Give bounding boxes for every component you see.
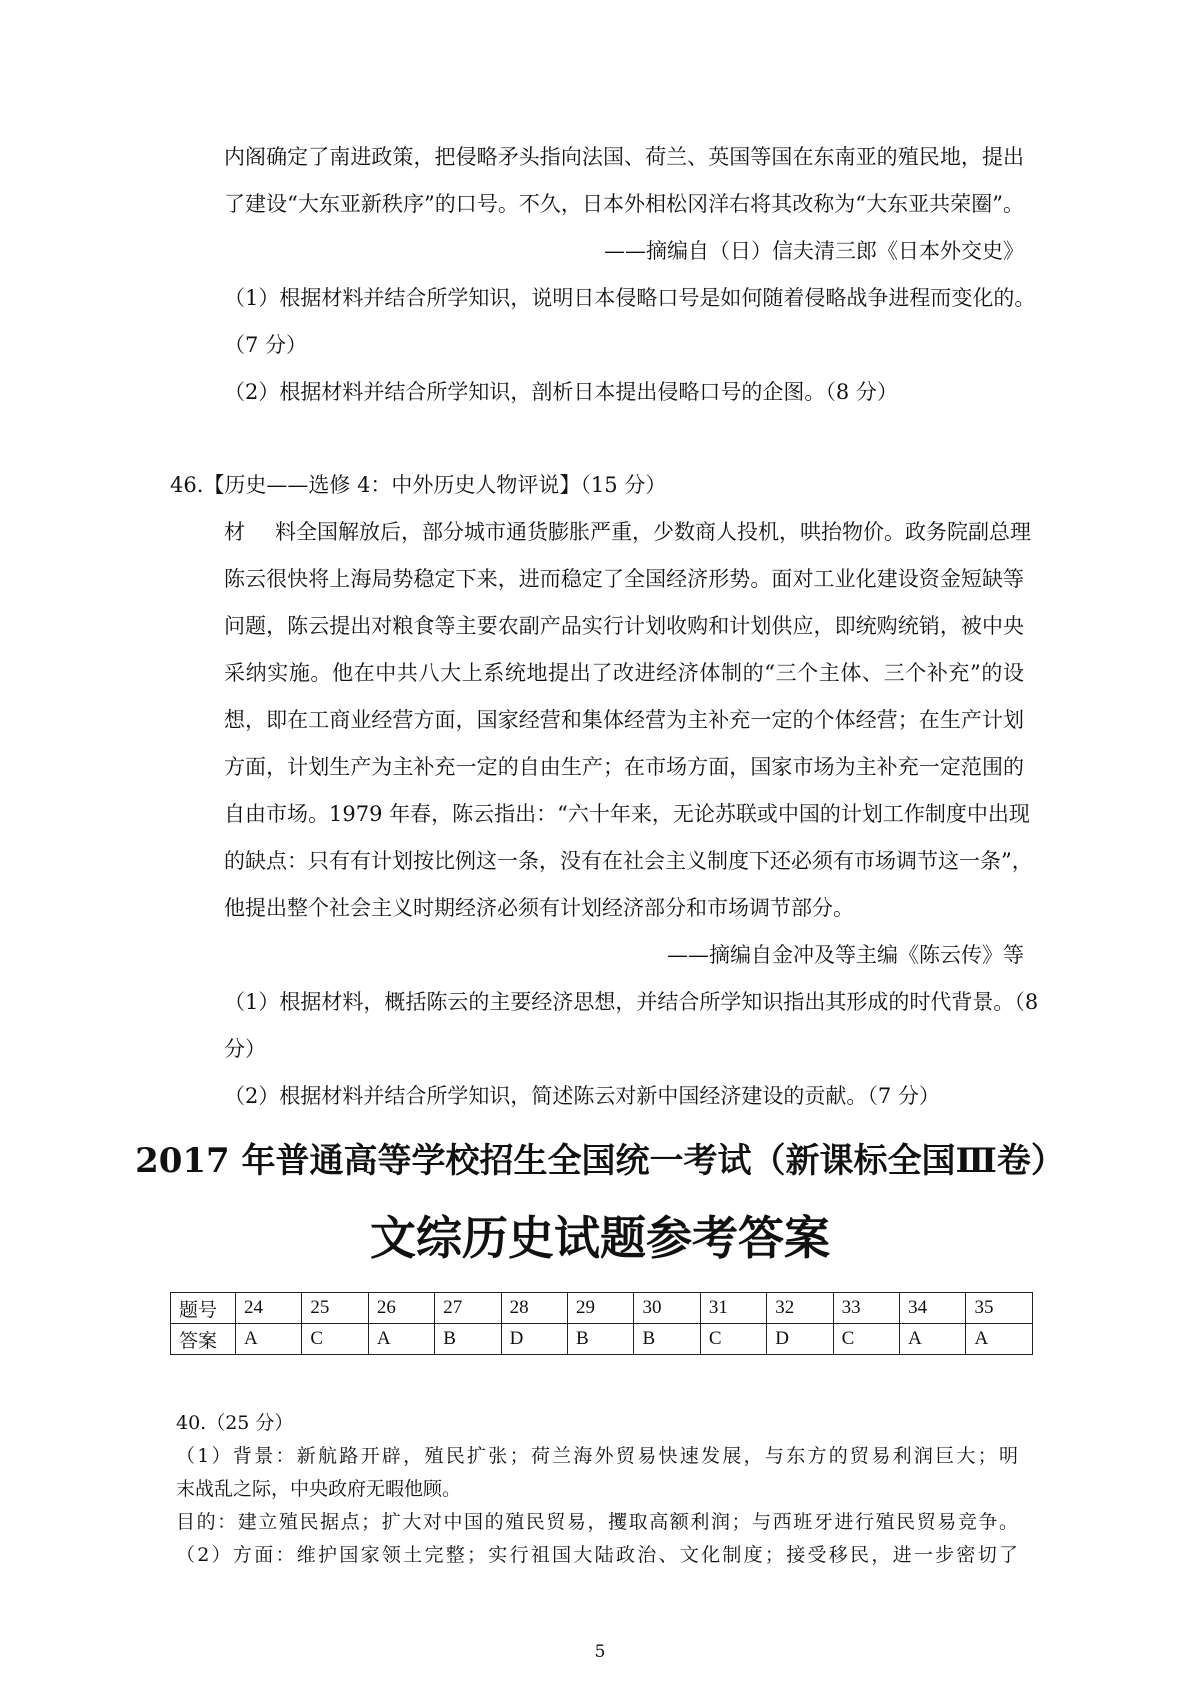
- question-number: 33: [833, 1293, 899, 1324]
- question-number: 27: [435, 1293, 501, 1324]
- answer-section-title: 2017 年普通高等学校招生全国统一考试（新课标全国Ⅲ卷）: [135, 1141, 1065, 1181]
- material-line: 采纳实施。他在中共八大上系统地提出了改进经济体制的“三个主体、三个补充”的设: [224, 661, 1024, 685]
- question-number: 30: [634, 1293, 700, 1324]
- question-1: （1）根据材料，概括陈云的主要经济思想，并结合所学知识指出其形成的时代背景。（8: [224, 990, 1039, 1014]
- material-line: 方面，计划生产为主补充一定的自由生产；在市场方面，国家市场为主补充一定范围的: [224, 755, 1024, 779]
- table-row: [171, 1324, 1033, 1355]
- answer-cell: B: [634, 1324, 700, 1355]
- answer-cell: B: [435, 1324, 501, 1355]
- row-label: 题号: [171, 1293, 236, 1324]
- question-number: 31: [700, 1293, 766, 1324]
- question-2: （2）根据材料并结合所学知识，简述陈云对新中国经济建设的贡献。（7 分）: [224, 1084, 940, 1108]
- answer-cell: A: [900, 1324, 966, 1355]
- material-text: 全国解放后，部分城市通货膨胀严重，少数商人投机，哄抬物价。政务院副总理: [296, 520, 1031, 544]
- material-line: 问题，陈云提出对粮食等主要农副产品实行计划收购和计划供应，即统购统销，被中央: [224, 614, 1024, 638]
- material-line: 陈云很快将上海局势稳定下来，进而稳定了全国经济形势。面对工业化建设资金短缺等: [224, 567, 1024, 591]
- row-label: 答案: [171, 1324, 236, 1355]
- question-number: 24: [236, 1293, 302, 1324]
- question-number: 29: [568, 1293, 634, 1324]
- question-number: 25: [302, 1293, 368, 1324]
- material-line: 了建设“大东亚新秩序”的口号。不久，日本外相松冈洋右将其改称为“大东亚共荣圈”。: [224, 192, 1024, 216]
- question-number: 26: [368, 1293, 434, 1324]
- material-source: ——摘编自（日）信夫清三郎《日本外交史》: [604, 239, 1024, 263]
- answer-cell: A: [966, 1324, 1033, 1355]
- question-46-heading: 46.【历史——选修 4：中外历史人物评说】（15 分）: [170, 473, 667, 497]
- answer-table: [170, 1292, 1033, 1355]
- answer-line: 末战乱之际，中央政府无暇他顾。: [176, 1478, 462, 1500]
- question-number: 28: [501, 1293, 567, 1324]
- answer-line: 目的：建立殖民据点；扩大对中国的殖民贸易，攫取高额利润；与西班牙进行殖民贸易竞争。: [176, 1511, 1018, 1533]
- answer-line: （2）方面：维护国家领土完整；实行祖国大陆政治、文化制度；接受移民，进一步密切了: [176, 1544, 1018, 1566]
- answer-cell: A: [236, 1324, 302, 1355]
- question-number: 34: [900, 1293, 966, 1324]
- question-40-heading: 40.（25 分）: [176, 1412, 294, 1434]
- answer-cell: D: [767, 1324, 833, 1355]
- answer-cell: C: [833, 1324, 899, 1355]
- question-1-cont: 分）: [224, 1037, 266, 1061]
- answer-cell: D: [501, 1324, 567, 1355]
- question-2: （2）根据材料并结合所学知识，剖析日本提出侵略口号的企图。（8 分）: [224, 380, 898, 404]
- table-row: [171, 1293, 1033, 1324]
- material-line: 内阁确定了南进政策，把侵略矛头指向法国、荷兰、英国等国在东南亚的殖民地，提出: [224, 145, 1024, 169]
- material-label: 材料: [224, 520, 296, 544]
- material-line: 他提出整个社会主义时期经济必须有计划经济部分和市场调节部分。: [224, 896, 854, 920]
- answer-cell: A: [368, 1324, 434, 1355]
- material-line: [224, 518, 1031, 546]
- question-number: 35: [966, 1293, 1033, 1324]
- material-line: 想，即在工商业经营方面，国家经营和集体经营为主补充一定的个体经营；在生产计划: [224, 708, 1024, 732]
- question-number: 32: [767, 1293, 833, 1324]
- answer-section-subtitle: 文综历史试题参考答案: [370, 1211, 830, 1265]
- question-1: （1）根据材料并结合所学知识，说明日本侵略口号是如何随着侵略战争进程而变化的。: [224, 286, 1036, 310]
- material-source: ——摘编自金冲及等主编《陈云传》等: [667, 943, 1024, 967]
- answer-line: （1）背景：新航路开辟，殖民扩张；荷兰海外贸易快速发展，与东方的贸易利润巨大；明: [176, 1445, 1018, 1467]
- answer-cell: B: [568, 1324, 634, 1355]
- answer-cell: C: [302, 1324, 368, 1355]
- material-line: 自由市场。1979 年春，陈云指出：“六十年来，无论苏联或中国的计划工作制度中出现: [224, 802, 1030, 826]
- page-number: 5: [594, 1642, 606, 1662]
- answer-cell: C: [700, 1324, 766, 1355]
- question-1-score: （7 分）: [224, 333, 308, 357]
- material-line: 的缺点：只有有计划按比例这一条，没有在社会主义制度下还必须有市场调节这一条”，: [224, 849, 1033, 873]
